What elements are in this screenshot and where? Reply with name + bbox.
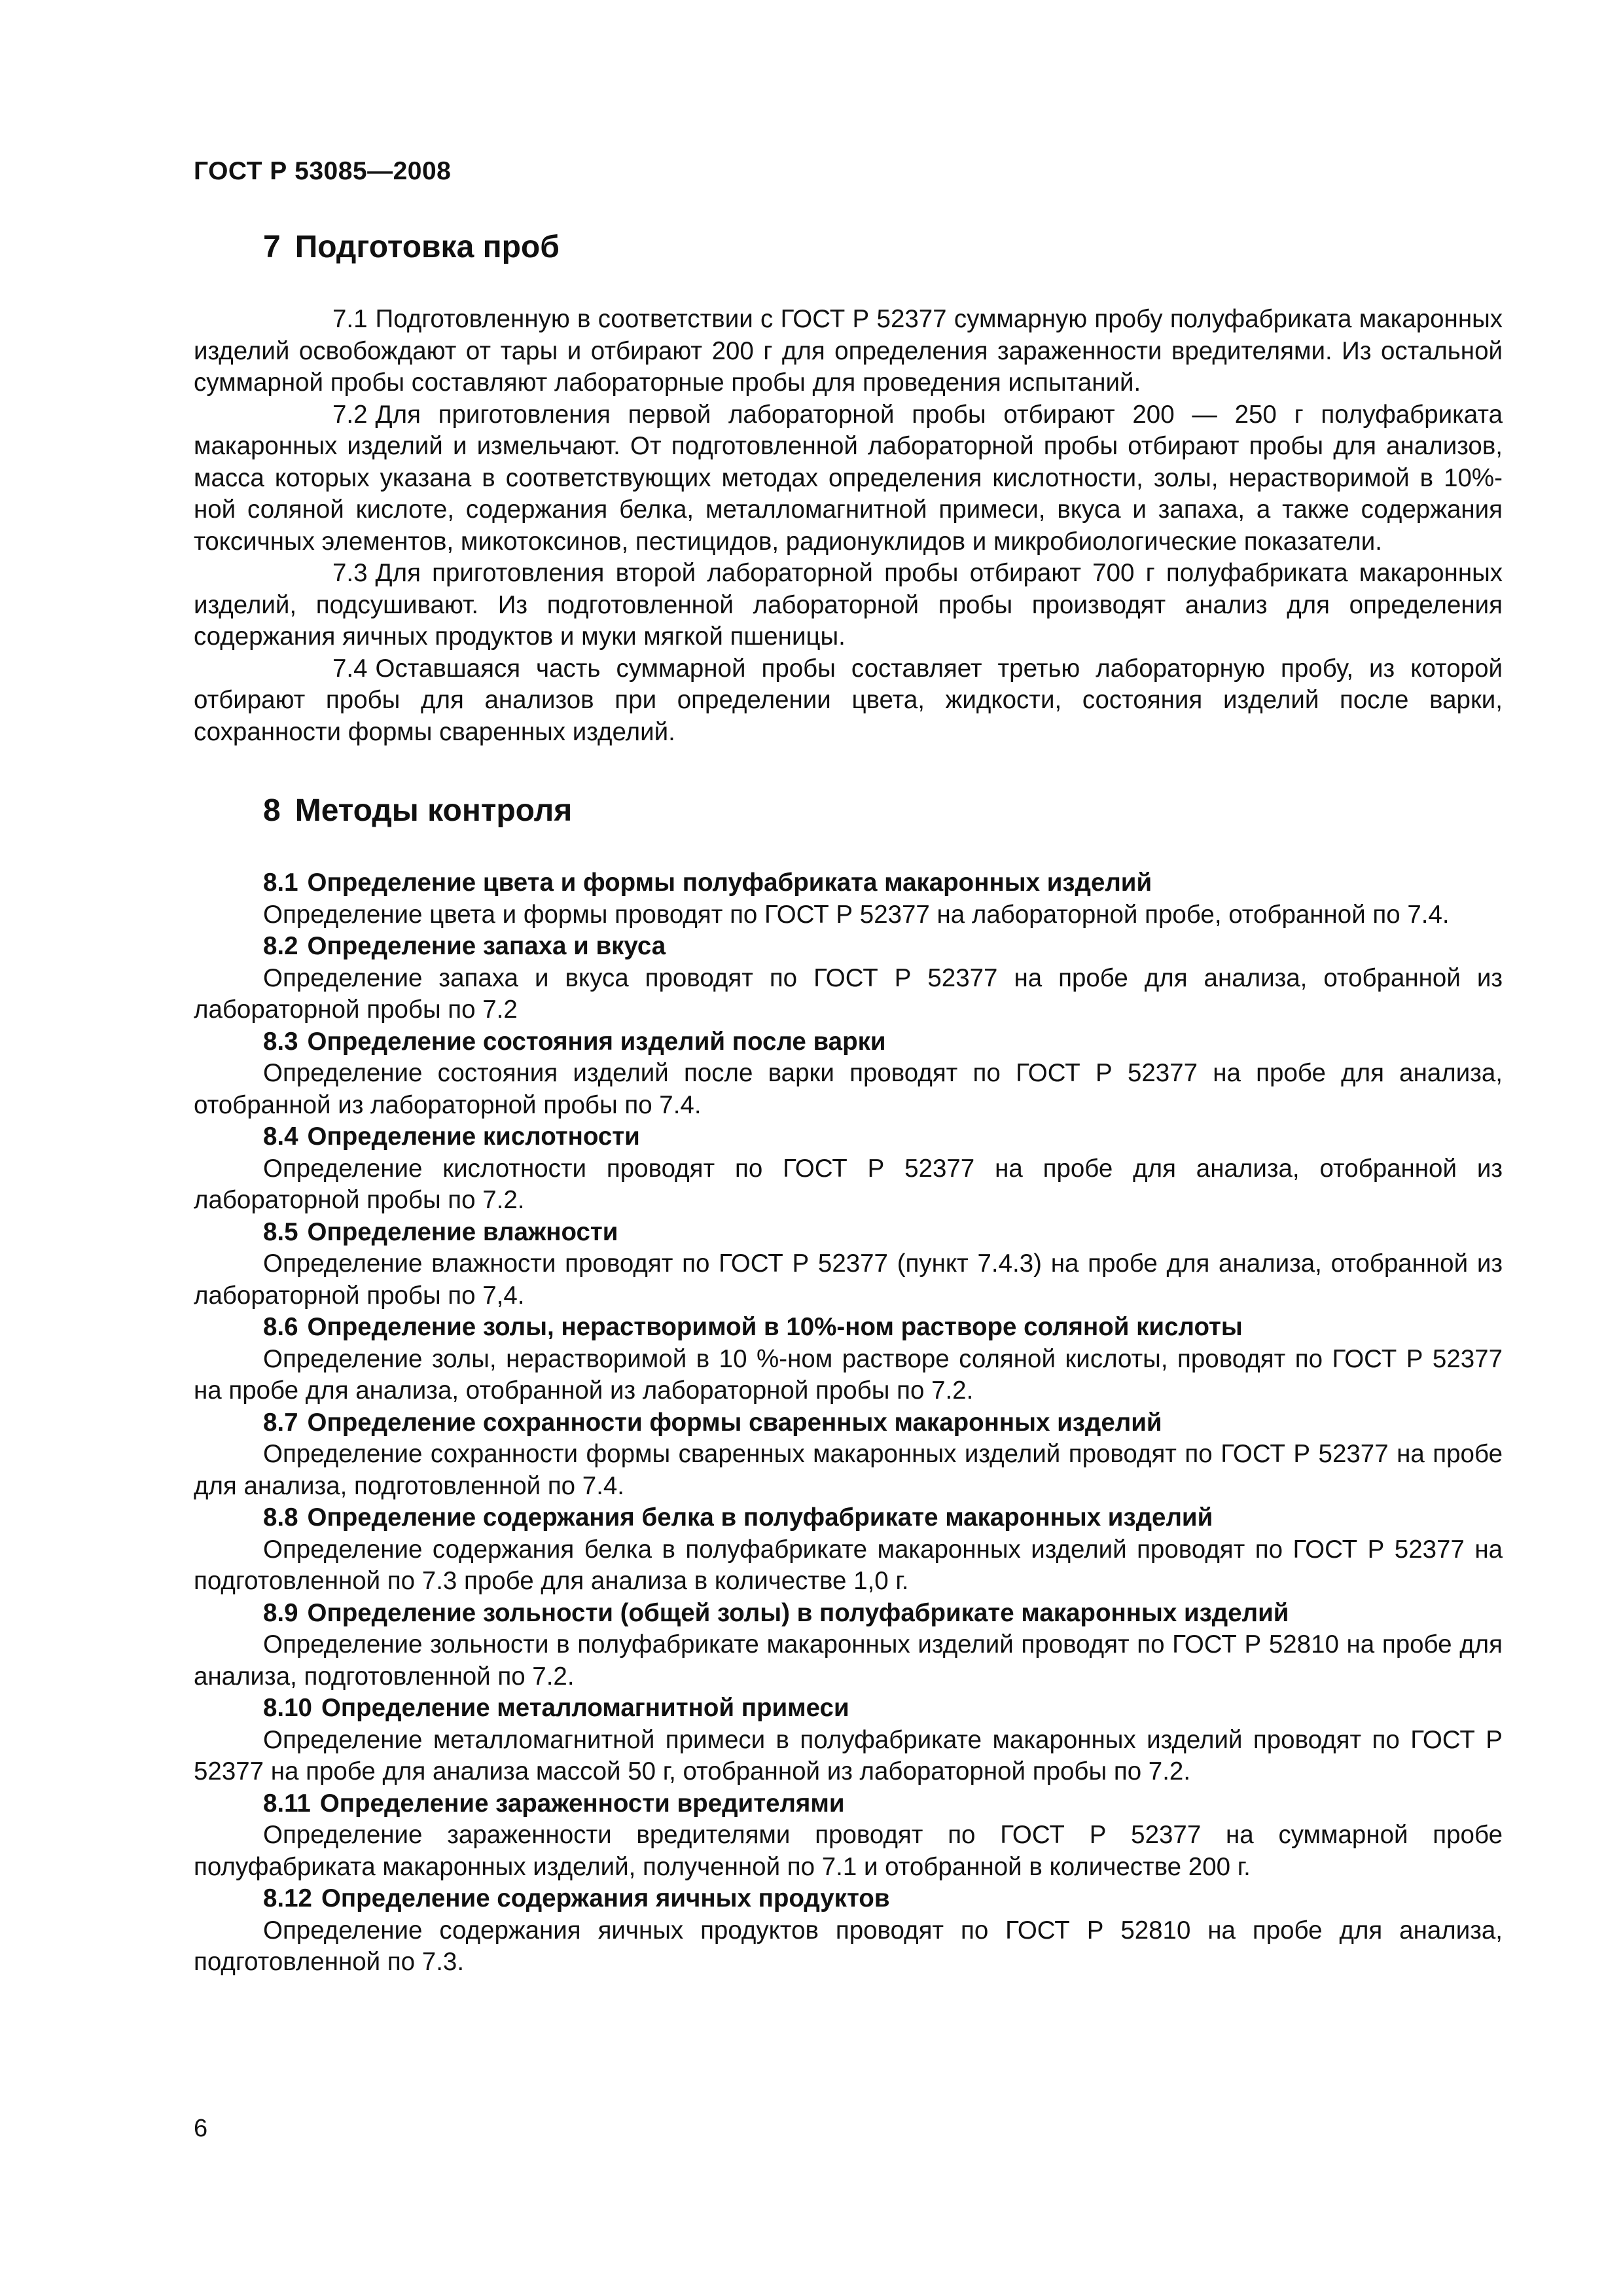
subsection-8-5-title xyxy=(194,1217,1503,1249)
paragraph-number: 7.2 xyxy=(332,400,368,429)
subsection-8-4-title xyxy=(194,1121,1503,1153)
paragraph-7-2 xyxy=(194,399,1503,558)
subsection-8-3-text: Определение состояния изделий после варки проводят по ГОСТ Р 52377 на пробе для анализа, отобранной из лабораторной пробы по 7.4. xyxy=(194,1059,1503,1119)
paragraph-number: 7.3 xyxy=(332,559,368,587)
subsection-8-7-text: Определение сохранности формы сваренных макаронных изделий проводят по ГОСТ Р 52377 на пробе для анализа, подготовленной по 7.4. xyxy=(194,1440,1503,1500)
subsection-number: 8.3 xyxy=(263,1027,298,1056)
paragraph-text: Для приготовления первой лабораторной пробы отбирают 200 — 250 г полуфабриката макаронных изделий и измельчают. От подготовленной лабораторной пробы отбирают пробы для анализов, масса которых указана в соответствующих методах определения кислотности, золы, нерастворимой в 10%-ной соляной кислоте, содержания белка, металломагнитной примеси, вкуса и запаха, а также содержания токсичных элементов, микотоксинов, пестицидов, радионуклидов и микробиологические показатели. xyxy=(194,400,1503,556)
subsection-title-text: Определение цвета и формы полуфабриката макаронных изделий xyxy=(307,869,1152,897)
subsection-8-2-text: Определение запаха и вкуса проводят по ГОСТ Р 52377 на пробе для анализа, отобранной из лабораторной пробы по 7.2 xyxy=(194,963,1503,1024)
subsection-title-text: Определение кислотности xyxy=(307,1122,640,1151)
subsection-title-text: Определение запаха и вкуса xyxy=(307,932,666,960)
subsection-8-5-text: Определение влажности проводят по ГОСТ Р 52377 (пункт 7.4.3) на пробе для анализа, отобранной из лабораторной пробы по 7,4. xyxy=(194,1249,1503,1310)
subsection-8-6-title xyxy=(194,1312,1503,1344)
section-7-title xyxy=(263,228,1503,267)
subsection-number: 8.6 xyxy=(263,1313,298,1341)
subsection-8-2-title xyxy=(194,931,1503,963)
subsection-title-text: Определение сохранности формы сваренных макаронных изделий xyxy=(307,1408,1162,1437)
subsection-8-9-title xyxy=(194,1598,1503,1630)
subsection-number: 8.7 xyxy=(263,1408,298,1437)
subsection-title-text: Определение содержания белка в полуфабрикате макаронных изделий xyxy=(307,1503,1213,1532)
subsection-8-12-title xyxy=(194,1883,1503,1915)
subsection-8-1-title xyxy=(194,867,1503,899)
section-7-number: 7 xyxy=(263,230,281,264)
subsection-8-3-title xyxy=(194,1026,1503,1058)
subsection-8-8-text: Определение содержания белка в полуфабрикате макаронных изделий проводят по ГОСТ Р 52377 на подготовленной по 7.3 пробе для анализа в количестве 1,0 г. xyxy=(194,1535,1503,1595)
subsection-title-text: Определение золы, нерастворимой в 10%-ном растворе соляной кислоты xyxy=(307,1313,1243,1341)
subsection-number: 8.12 xyxy=(263,1884,312,1912)
subsection-number: 8.9 xyxy=(263,1598,298,1627)
document-page xyxy=(194,154,1503,1979)
subsection-8-1-text: Определение цвета и формы проводят по ГОСТ Р 52377 на лабораторной пробе, отобранной по 7.4. xyxy=(263,900,1450,929)
subsection-number: 8.4 xyxy=(263,1122,298,1151)
paragraph-number: 7.1 xyxy=(332,305,368,333)
subsection-8-11-text: Определение зараженности вредителями проводят по ГОСТ Р 52377 на суммарной пробе полуфабриката макаронных изделий, полученной по 7.1 и отобранной в количестве 200 г. xyxy=(194,1821,1503,1881)
paragraph-text: Оставшаяся часть суммарной пробы составляет третью лабораторную пробу, из которой отбирают пробы для анализов при определении цвета, жидкости, состояния изделий после варки, сохранности формы сваренных изделий. xyxy=(194,654,1503,746)
subsection-title-text: Определение металломагнитной примеси xyxy=(321,1694,849,1722)
subsection-number: 8.8 xyxy=(263,1503,298,1532)
subsection-title-text: Определение влажности xyxy=(307,1217,618,1246)
subsection-number: 8.10 xyxy=(263,1694,312,1722)
subsection-title-text: Определение содержания яичных продуктов xyxy=(321,1884,890,1912)
paragraph-text: Для приготовления второй лабораторной пробы отбирают 700 г полуфабриката макаронных изделий, подсушивают. Из подготовленной лабораторной пробы производят анализ для определения содержания яичных продуктов и муки мягкой пшеницы. xyxy=(194,559,1503,651)
section-7-body xyxy=(194,304,1503,748)
subsection-8-4-text: Определение кислотности проводят по ГОСТ Р 52377 на пробе для анализа, отобранной из лабораторной пробы по 7.2. xyxy=(194,1154,1503,1214)
subsection-number: 8.11 xyxy=(263,1789,311,1818)
section-8-title xyxy=(263,791,1503,831)
paragraph-7-4 xyxy=(194,653,1503,749)
subsection-number: 8.5 xyxy=(263,1217,298,1246)
subsection-8-7-title xyxy=(194,1407,1503,1439)
document-id-header: ГОСТ Р 53085—2008 xyxy=(194,157,452,185)
subsection-8-10-text: Определение металломагнитной примеси в полуфабрикате макаронных изделий проводят по ГОСТ Р 52377 на пробе для анализа массой 50 г, отобранной из лабораторной пробы по 7.2. xyxy=(194,1725,1503,1785)
paragraph-number: 7.4 xyxy=(332,654,368,683)
subsection-8-9-text: Определение зольности в полуфабрикате макаронных изделий проводят по ГОСТ Р 52810 на пробе для анализа, подготовленной по 7.2. xyxy=(194,1630,1503,1691)
subsection-8-6-text: Определение золы, нерастворимой в 10 %-ном растворе соляной кислоты, проводят по ГОСТ Р 52377 на пробе для анализа, отобранной из лабораторной пробы по 7.2. xyxy=(194,1344,1503,1405)
subsection-number: 8.1 xyxy=(263,869,298,897)
section-8-number: 8 xyxy=(263,793,281,828)
subsection-title-text: Определение зараженности вредителями xyxy=(319,1789,845,1818)
section-7-title-text: Подготовка проб xyxy=(294,230,560,264)
subsection-title-text: Определение состояния изделий после варки xyxy=(307,1027,886,1056)
subsection-number: 8.2 xyxy=(263,932,298,960)
subsection-title-text: Определение зольности (общей золы) в полуфабрикате макаронных изделий xyxy=(307,1598,1289,1627)
subsection-8-10-title xyxy=(194,1693,1503,1725)
paragraph-7-1 xyxy=(194,304,1503,399)
section-8-title-text: Методы контроля xyxy=(294,793,573,828)
subsection-8-11-title xyxy=(194,1788,1503,1820)
subsection-8-8-title xyxy=(194,1502,1503,1534)
paragraph-text: Подготовленную в соответствии с ГОСТ Р 52377 суммарную пробу полуфабриката макаронных изделий освобождают от тары и отбирают 200 г для определения зараженности вредителями. Из остальной суммарной пробы составляют лабораторные пробы для проведения испытаний. xyxy=(194,305,1503,397)
page-number: 6 xyxy=(194,2115,208,2142)
paragraph-7-3 xyxy=(194,558,1503,653)
section-8-body xyxy=(194,867,1503,1979)
subsection-8-12-text: Определение содержания яичных продуктов проводят по ГОСТ Р 52810 на пробе для анализа, подготовленной по 7.3. xyxy=(194,1916,1503,1976)
